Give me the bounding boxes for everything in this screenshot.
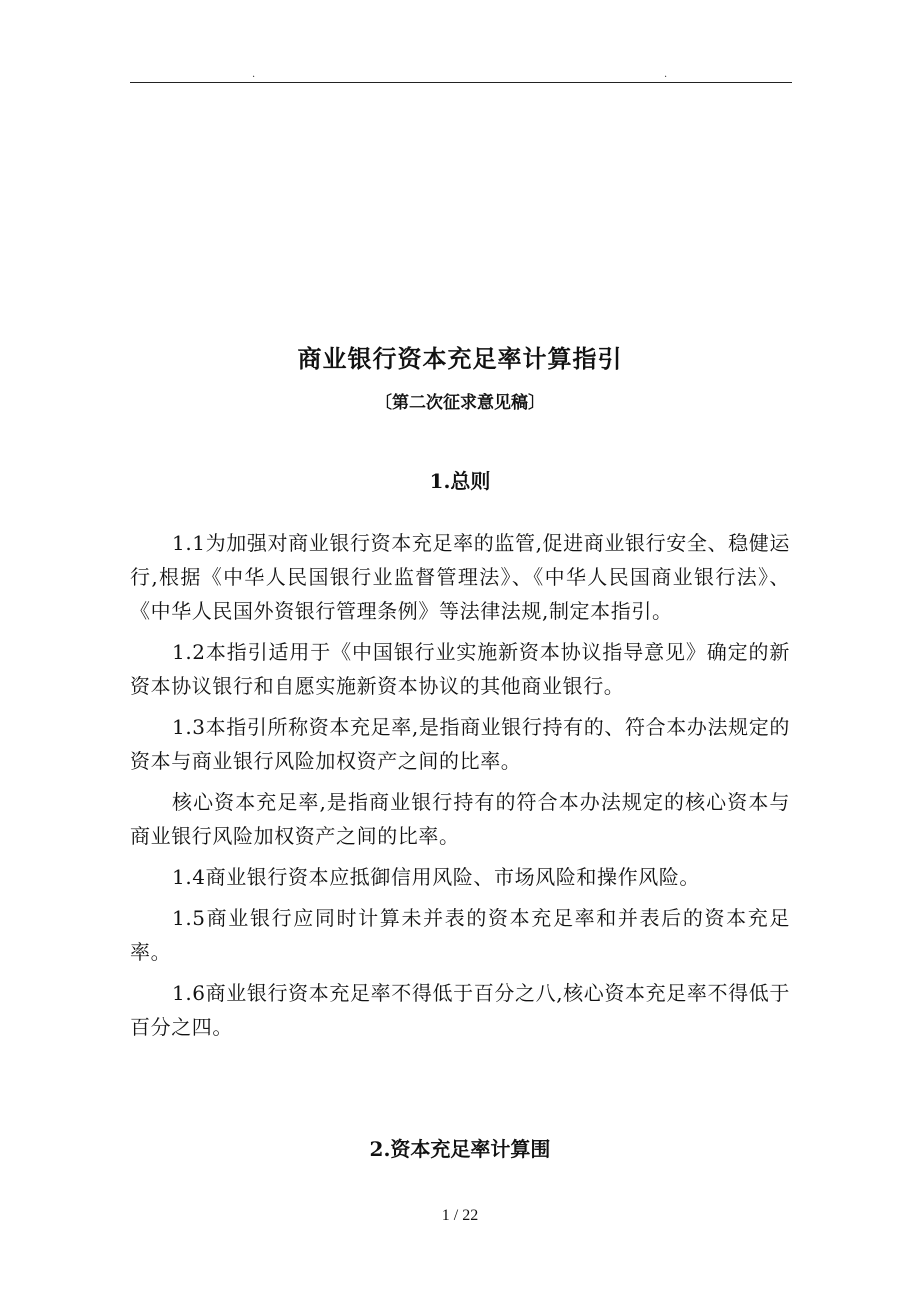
- document-title: 商业银行资本充足率计算指引: [297, 344, 623, 373]
- paragraph-core-capital: 核心资本充足率,是指商业银行持有的符合本办法规定的核心资本与商业银行风险加权资产之间的比率。: [130, 790, 790, 848]
- section-body-general: [130, 526, 790, 1051]
- header-rule: [130, 82, 792, 83]
- paragraph-1-6: 1.6商业银行资本充足率不得低于百分之八,核心资本充足率不得低于百分之四。: [130, 981, 790, 1039]
- paragraph-1-3: 1.3本指引所称资本充足率,是指商业银行持有的、符合本办法规定的资本与商业银行风险加权资产之间的比率。: [130, 715, 790, 773]
- paragraph-1-1: 1.1为加强对商业银行资本充足率的监管,促进商业银行安全、稳健运行,根据《中华人民国银行业监督管理法》、《中华人民国商业银行法》、《中华人民国外资银行管理条例》等法律法规,制定本指引。: [130, 531, 790, 623]
- section-heading-scope: 2.资本充足率计算围: [369, 1137, 551, 1161]
- header-mark-right: .: [664, 69, 668, 80]
- section-heading-general: 1.总则: [429, 469, 491, 493]
- header-mark-left: .: [252, 69, 256, 80]
- paragraph-1-5: 1.5商业银行应同时计算未并表的资本充足率和并表后的资本充足率。: [130, 906, 790, 964]
- page-number: 1 / 22: [441, 1207, 479, 1224]
- paragraph-1-2: 1.2本指引适用于《中国银行业实施新资本协议指导意见》确定的新资本协议银行和自愿实施新资本协议的其他商业银行。: [130, 640, 790, 698]
- paragraph-1-4: 1.4商业银行资本应抵御信用风险、市场风险和操作风险。: [172, 865, 701, 889]
- document-subtitle: 〔第二次征求意见稿〕: [375, 393, 545, 413]
